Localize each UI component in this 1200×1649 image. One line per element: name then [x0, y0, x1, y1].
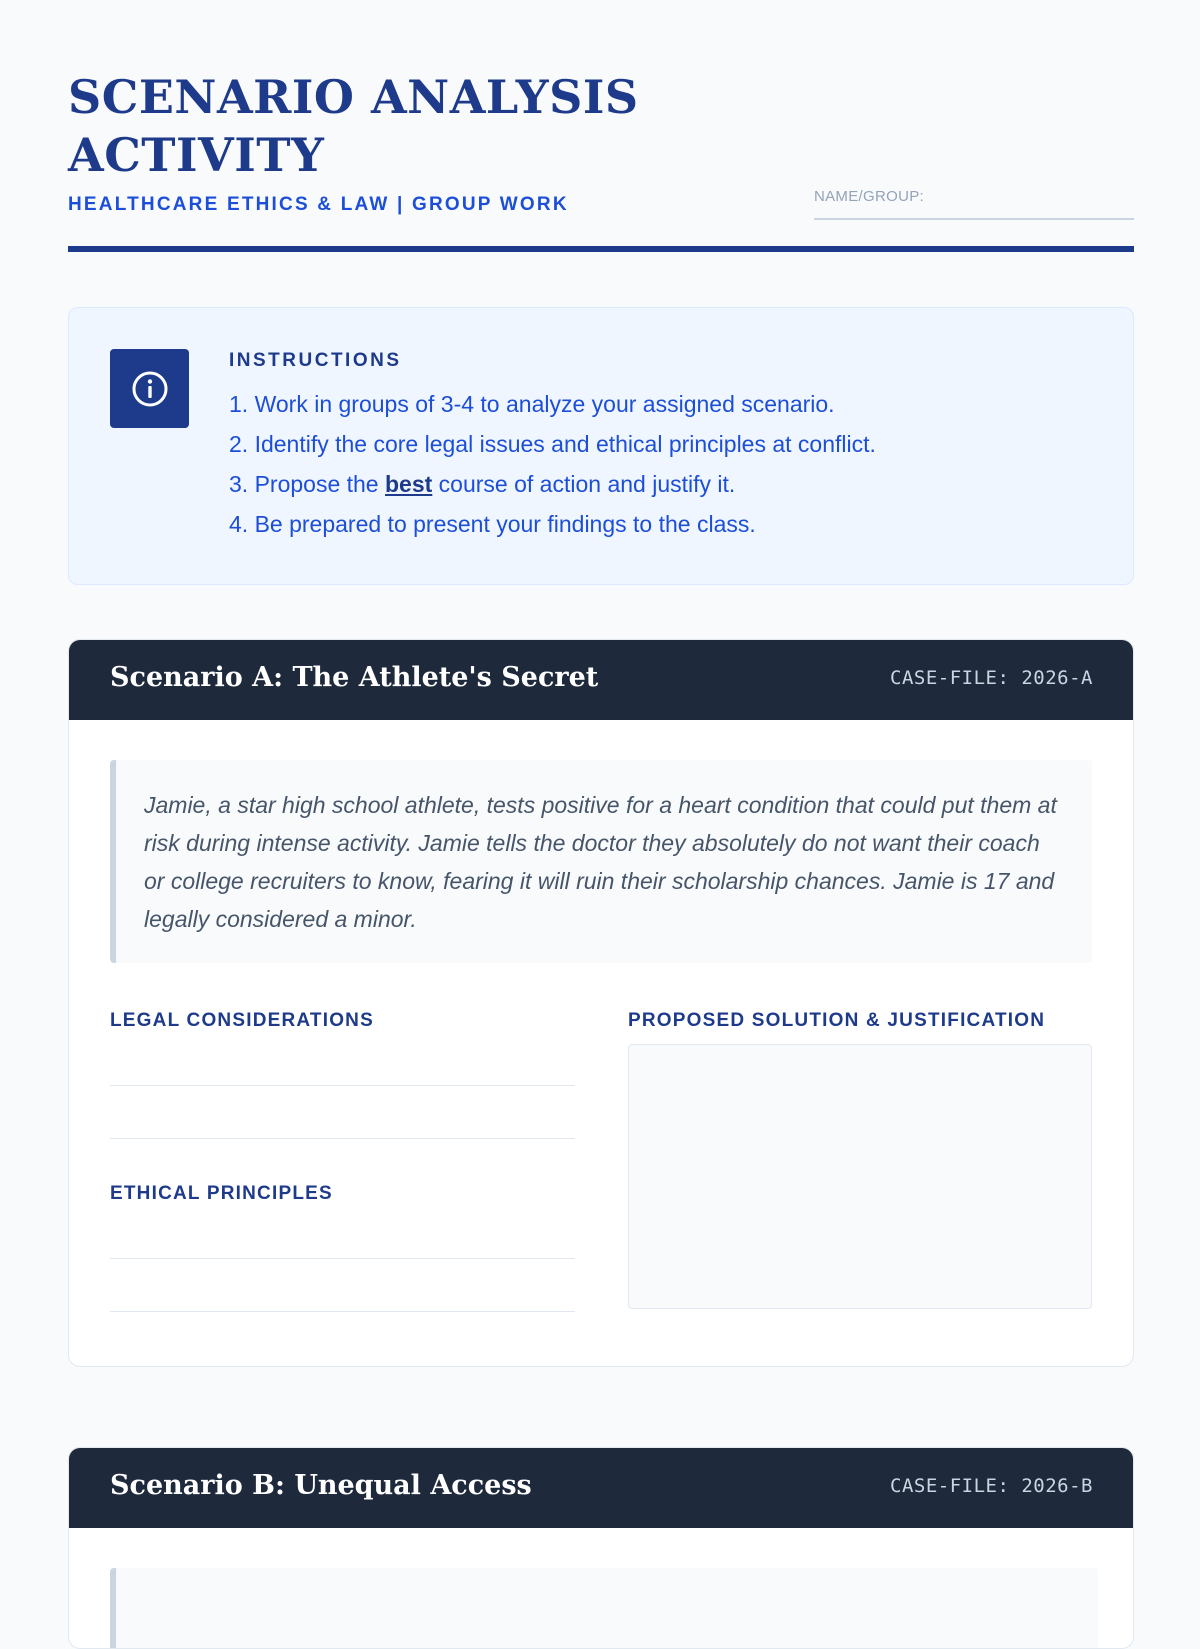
name-group-label: NAME/GROUP: — [814, 188, 924, 205]
instruction-item: 4. Be prepared to present your findings to the class. — [229, 511, 756, 537]
case-file-id: CASE-FILE: 2026-A — [890, 667, 1093, 689]
scenario-card-b — [68, 1447, 1134, 1649]
ethical-principles-label: ETHICAL PRINCIPLES — [110, 1183, 333, 1204]
page-subtitle: HEALTHCARE ETHICS & LAW | GROUP WORK — [68, 194, 569, 215]
instruction-item — [229, 464, 1089, 504]
instructions-panel — [68, 307, 1134, 585]
instructions-list — [229, 384, 1089, 544]
legal-considerations-label: LEGAL CONSIDERATIONS — [110, 1010, 374, 1031]
ethical-answer-line-2[interactable] — [110, 1311, 575, 1312]
proposed-solution-box[interactable] — [628, 1044, 1092, 1309]
scenario-description — [110, 1568, 1098, 1649]
scenario-header — [69, 1448, 1133, 1528]
name-group-field[interactable] — [814, 188, 1134, 220]
scenario-title: Scenario B: Unequal Access — [110, 1470, 532, 1501]
scenario-description: Jamie, a star high school athlete, tests positive for a heart condition that could put them at risk during intense activity. Jamie tells the doctor they absolutely do not want their coach or college recruiters to know, fearing it will ruin their scholarship chances. Jamie is 17 and legally considered a minor. — [110, 760, 1092, 963]
case-file-id: CASE-FILE: 2026-B — [890, 1475, 1093, 1497]
legal-answer-line-1[interactable] — [110, 1085, 575, 1086]
instructions-title: INSTRUCTIONS — [229, 350, 402, 371]
instruction-suffix: course of action and justify it. — [432, 471, 736, 497]
page-title: SCENARIO ANALYSIS ACTIVITY — [68, 70, 639, 182]
scenario-title: Scenario A: The Athlete's Secret — [110, 662, 599, 693]
ethical-answer-line-1[interactable] — [110, 1258, 575, 1259]
instruction-item: 1. Work in groups of 3-4 to analyze your assigned scenario. — [229, 391, 835, 417]
instruction-emphasis: best — [385, 471, 433, 497]
instruction-prefix: 3. Propose the — [229, 471, 385, 497]
scenario-header — [69, 640, 1133, 720]
header-divider — [68, 246, 1134, 252]
legal-answer-line-2[interactable] — [110, 1138, 575, 1139]
proposed-solution-label: PROPOSED SOLUTION & JUSTIFICATION — [628, 1010, 1046, 1031]
info-icon — [110, 349, 189, 428]
scenario-card-a — [68, 639, 1134, 1367]
instruction-item: 2. Identify the core legal issues and ethical principles at conflict. — [229, 431, 876, 457]
